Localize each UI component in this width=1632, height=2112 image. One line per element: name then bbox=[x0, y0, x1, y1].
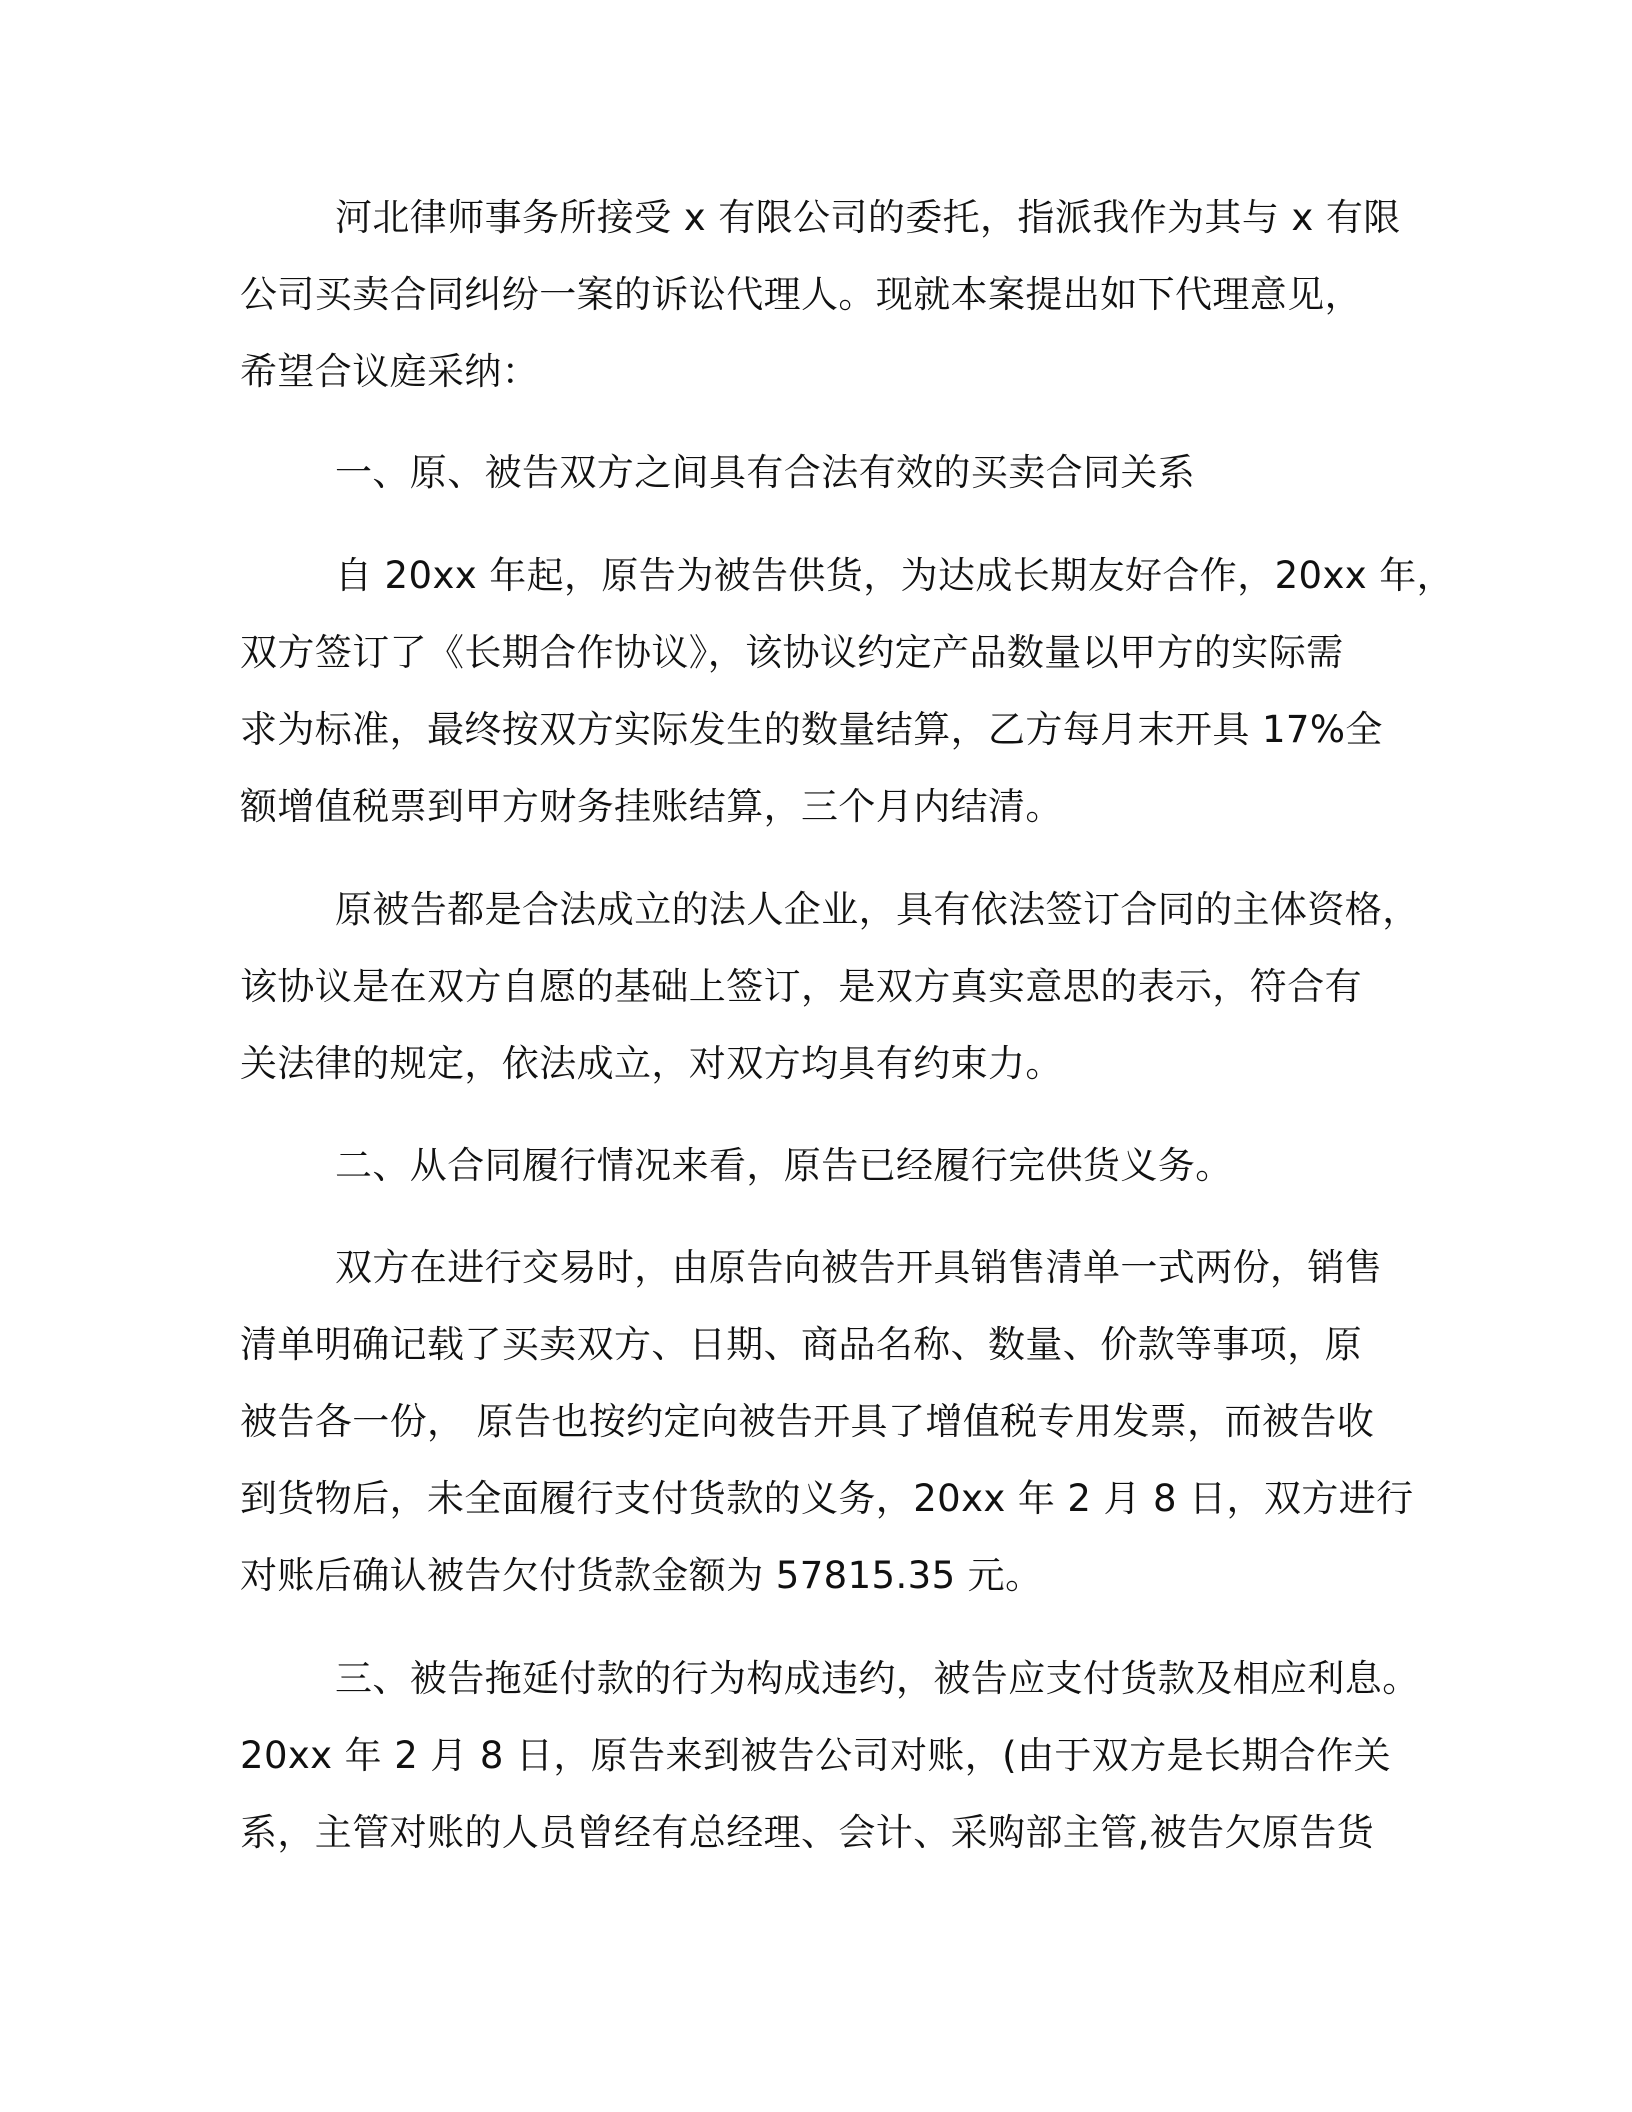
text-line: 对账后确认被告欠付货款金额为 57815.35 元。 bbox=[240, 1554, 1043, 1597]
text-line: 双方在进行交易时，由原告向被告开具销售清单一式两份，销售 bbox=[335, 1246, 1383, 1289]
section-heading: 一、原、被告双方之间具有合法有效的买卖合同关系 bbox=[335, 451, 1196, 494]
text-line: 双方签订了《长期合作协议》，该协议约定产品数量以甲方的实际需 bbox=[240, 631, 1344, 674]
section-heading: 三、被告拖延付款的行为构成违约，被告应支付货款及相应利息。 bbox=[335, 1657, 1420, 1700]
text-line: 希望合议庭采纳： bbox=[240, 350, 540, 393]
text-line: 清单明确记载了买卖双方、日期、商品名称、数量、价款等事项，原 bbox=[240, 1323, 1362, 1366]
text-line: 求为标准，最终按双方实际发生的数量结算，乙方每月末开具 17%全 bbox=[240, 708, 1383, 751]
section-heading: 二、从合同履行情况来看，原告已经履行完供货义务。 bbox=[335, 1144, 1233, 1187]
text-line: 20xx 年 2 月 8 日，原告来到被告公司对账，(由于双方是长期合作关 bbox=[240, 1734, 1391, 1777]
text-line: 到货物后，未全面履行支付货款的义务，20xx 年 2 月 8 日，双方进行 bbox=[240, 1477, 1414, 1520]
text-line: 自 20xx 年起，原告为被告供货，为达成长期友好合作，20xx 年， bbox=[335, 554, 1455, 597]
text-line: 系，主管对账的人员曾经有总经理、会计、采购部主管,被告欠原告货 bbox=[240, 1811, 1375, 1854]
text-line: 公司买卖合同纠纷一案的诉讼代理人。现就本案提出如下代理意见， bbox=[240, 273, 1362, 316]
text-line: 额增值税票到甲方财务挂账结算，三个月内结清。 bbox=[240, 785, 1063, 828]
text-line: 关法律的规定，依法成立，对双方均具有约束力。 bbox=[240, 1042, 1063, 1085]
text-line: 该协议是在双方自愿的基础上签订，是双方真实意思的表示，符合有 bbox=[240, 965, 1362, 1008]
text-line: 被告各一份， 原告也按约定向被告开具了增值税专用发票，而被告收 bbox=[240, 1400, 1375, 1443]
text-line: 河北律师事务所接受 x 有限公司的委托，指派我作为其与 x 有限 bbox=[335, 196, 1401, 239]
text-line: 原被告都是合法成立的法人企业，具有依法签订合同的主体资格， bbox=[335, 888, 1420, 931]
